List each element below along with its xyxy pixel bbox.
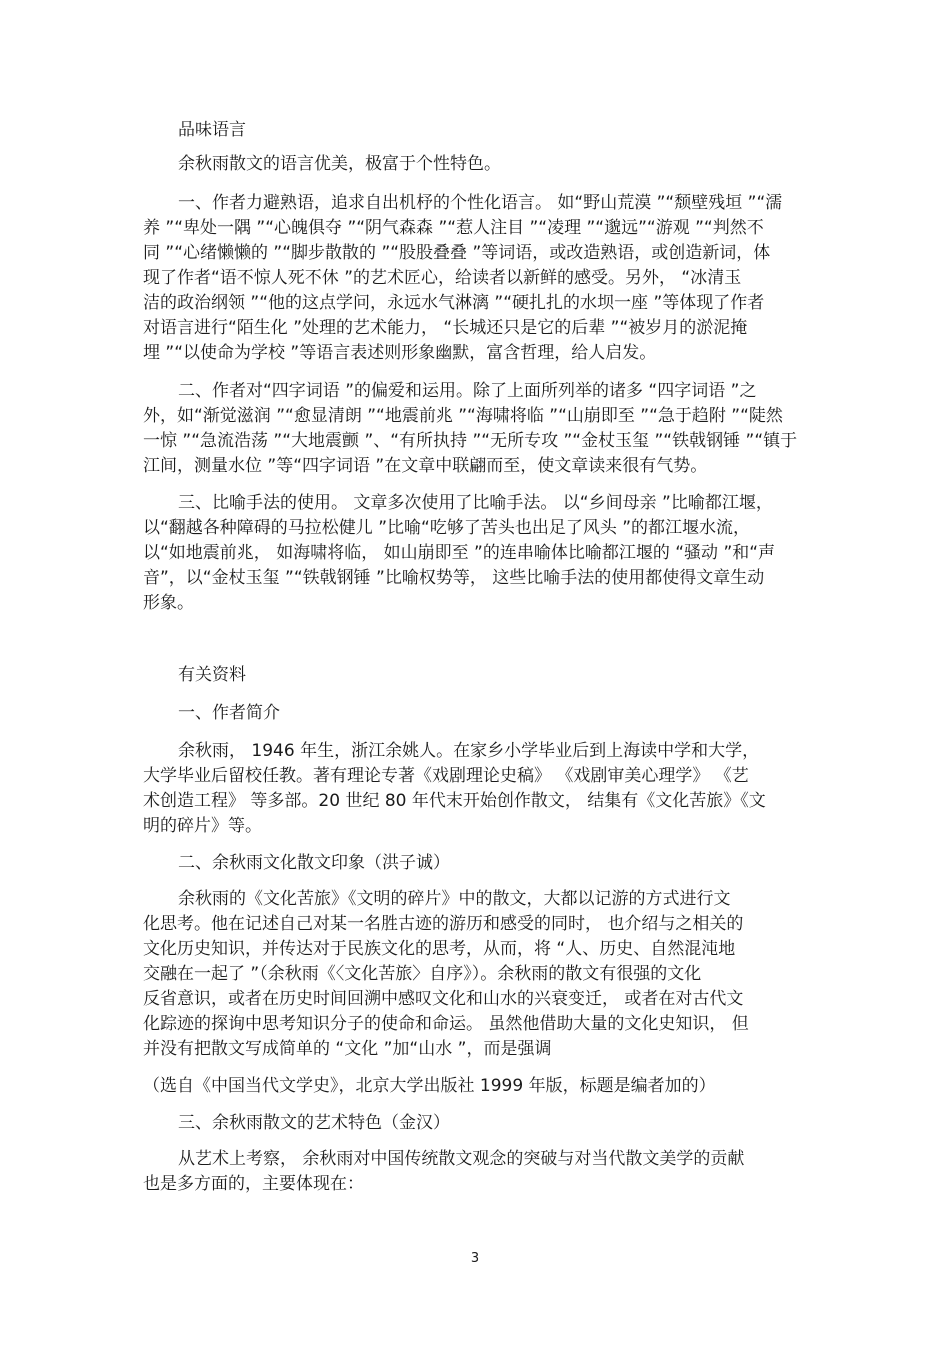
text-line: 术创造工程》 等多部。20 世纪 80 年代末开始创作散文， 结集有《文化苦旅》《文	[143, 791, 766, 811]
text-line: 明的碎片》等。	[143, 816, 262, 836]
text-line: 江间，测量水位 ”等“四字词语 ”在文章中联翩而至，使文章读来很有气势。	[143, 456, 708, 476]
text-line: 以“如地震前兆， 如海啸将临， 如山崩即至 ”的连串喻体比喻都江堰的 “骚动 ”和“声	[143, 543, 776, 563]
text-line: 外，如“渐觉滋润 ”“愈显清朗 ”“地震前兆 ”“海啸将临 ”“山崩即至 ”“急于趋附 ”“陡然	[143, 406, 783, 426]
text-line: 余秋雨， 1946 年生，浙江余姚人。在家乡小学毕业后到上海读中学和大学，	[178, 741, 760, 761]
source-citation: （选自《中国当代文学史》，北京大学出版社 1999 年版，标题是编者加的）	[143, 1076, 716, 1096]
text-line: 并没有把散文写成简单的 “文化 ”加“山水 ”，而是强调	[143, 1039, 552, 1059]
text-line: 化踪迹的探询中思考知识分子的使命和命运。 虽然他借助大量的文化史知识， 但	[143, 1014, 749, 1034]
text-line: 从艺术上考察， 余秋雨对中国传统散文观念的突破与对当代散文美学的贡献	[178, 1149, 745, 1169]
text-line: 音”，以“金杖玉玺 ”“铁戟钢锤 ”比喻权势等， 这些比喻手法的使用都使得文章生动	[143, 568, 765, 588]
text-line: 一惊 ”“急流浩荡 ”“大地震颤 ”、“有所执持 ”“无所专攻 ”“金杖玉玺 ”“铁戟钢锤 ”“镇于	[143, 431, 798, 451]
subheading-author-intro: 一、作者简介	[178, 703, 280, 723]
text-line: 洁的政治纲领 ”“他的这点学问，永远水气淋漓 ”“硬扎扎的水坝一座 ”等体现了作者	[143, 293, 765, 313]
section-heading-language: 品味语言	[178, 120, 246, 140]
text-line: 养 ”“卑处一隅 ”“心魄俱夺 ”“阴气森森 ”“惹人注目 ”“凌理 ”“邈远”“游观 ”“判然不	[143, 218, 764, 238]
text-line: 对语言进行“陌生化 ”处理的艺术能力， “长城还只是它的后辈 ”“被岁月的淤泥掩	[143, 318, 748, 338]
text-line: 也是多方面的，主要体现在：	[143, 1174, 364, 1194]
text-line: 三、比喻手法的使用。 文章多次使用了比喻手法。 以“乡间母亲 ”比喻都江堰，	[178, 493, 773, 513]
section-heading-references: 有关资料	[178, 665, 246, 685]
subheading-impression: 二、余秋雨文化散文印象（洪子诚）	[178, 853, 450, 873]
text-line: 现了作者“语不惊人死不休 ”的艺术匠心，给读者以新鲜的感受。另外， “冰清玉	[143, 268, 742, 288]
text-line: 一、作者力避熟语，追求自出机杼的个性化语言。 如“野山荒漠 ”“颓壁残垣 ”“濡	[178, 193, 783, 213]
text-line: 二、作者对“四字词语 ”的偏爱和运用。除了上面所列举的诸多 “四字词语 ”之	[178, 381, 757, 401]
text-line: 余秋雨的《文化苦旅》《文明的碎片》中的散文，大都以记游的方式进行文	[178, 889, 731, 909]
text-line: 反省意识，或者在历史时间回溯中感叹文化和山水的兴衰变迁， 或者在对古代文	[143, 989, 744, 1009]
text-line: 交融在一起了 ”（余秋雨《〈文化苦旅〉自序》）。余秋雨的散文有很强的文化	[143, 964, 702, 984]
text-line: 以“翻越各种障碍的马拉松健儿 ”比喻“吃够了苦头也出足了风头 ”的都江堰水流，	[143, 518, 751, 538]
intro-line: 余秋雨散文的语言优美，极富于个性特色。	[178, 154, 501, 174]
text-line: 大学毕业后留校任教。著有理论专著《戏剧理论史稿》 《戏剧审美心理学》 《艺	[143, 766, 749, 786]
text-line: 同 ”“心绪懒懒的 ”“脚步散散的 ”“股股叠叠 ”等词语，或改造熟语，或创造新词，体	[143, 243, 771, 263]
page-number: 3	[470, 1251, 480, 1266]
subheading-artistic-features: 三、余秋雨散文的艺术特色（金汉）	[178, 1113, 450, 1133]
text-line: 化思考。他在记述自己对某一名胜古迹的游历和感受的同时， 也介绍与之相关的	[143, 914, 744, 934]
text-line: 埋 ”“以使命为学校 ”等语言表述则形象幽默，富含哲理，给人启发。	[143, 343, 657, 363]
text-line: 形象。	[143, 593, 194, 613]
text-line: 文化历史知识，并传达对于民族文化的思考，从而，将 “人、历史、自然混沌地	[143, 939, 736, 959]
